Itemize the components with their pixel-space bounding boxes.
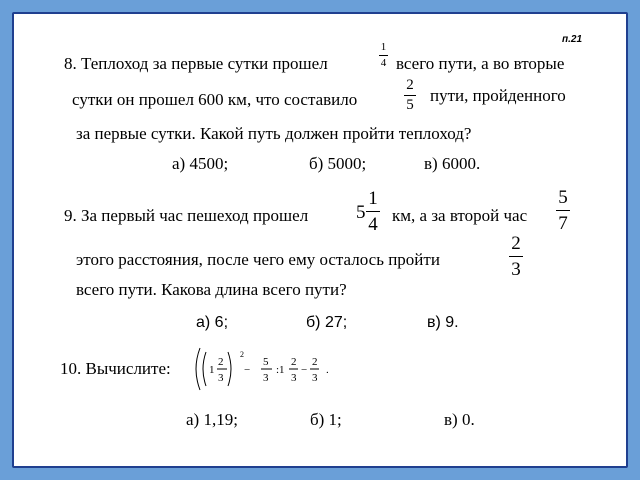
problem8-line2-start: сутки он прошел 600 км, что составило xyxy=(72,90,358,109)
expr-dot: . xyxy=(326,364,329,376)
expr-divide: :1 xyxy=(276,364,285,376)
fraction-bar xyxy=(379,55,388,56)
fraction-numerator: 2 xyxy=(511,233,521,254)
problem9-fraction-5-7 xyxy=(556,188,570,233)
problem10-answer-c: в) 0. xyxy=(444,410,475,429)
fraction-numerator: 1 xyxy=(380,41,387,53)
problem8-answer-c: в) 6000. xyxy=(424,154,481,173)
problem9-mixed-whole: 5 xyxy=(356,202,366,223)
expr-b-numerator: 5 xyxy=(263,356,269,368)
problem9-line1-start: 9. За первый час пешеход прошел xyxy=(64,206,309,225)
inner-right-paren xyxy=(228,352,231,386)
fraction-bar xyxy=(556,210,570,211)
problem9-line2: этого расстояния, после чего ему осталось пройти xyxy=(76,250,440,269)
problem10-expression xyxy=(192,346,340,392)
problem9-fraction-1-4 xyxy=(366,189,380,234)
problem8-fraction-2-5 xyxy=(404,78,416,113)
fraction-denominator: 5 xyxy=(406,97,414,113)
fraction-denominator: 7 xyxy=(558,213,568,234)
problem9-answer-b: б) 27; xyxy=(306,314,348,331)
slide xyxy=(12,12,628,468)
outer-left-paren xyxy=(196,348,200,390)
problem9-answer-a: а) 6; xyxy=(196,314,229,331)
problem10-label: 10. Вычислите: xyxy=(60,359,171,378)
problem9-fraction-2-3 xyxy=(509,234,523,279)
problem8-answer-a: а) 4500; xyxy=(172,154,229,173)
fraction-bar xyxy=(404,95,416,96)
inner-left-paren xyxy=(203,352,206,386)
problem8-line1-end: всего пути, а во вторые xyxy=(396,54,565,73)
expr-d-denominator: 3 xyxy=(312,372,318,384)
fraction-numerator: 1 xyxy=(368,188,378,209)
problem9-answer-c: в) 9. xyxy=(427,314,459,331)
problem9-line3: всего пути. Какова длина всего пути? xyxy=(76,280,347,299)
problem10-answer-a: а) 1,19; xyxy=(186,410,238,429)
expr-c-numerator: 2 xyxy=(291,356,297,368)
expr-a-whole: 1 xyxy=(209,364,215,376)
problem8-line1-start: 8. Теплоход за первые сутки прошел xyxy=(64,54,328,73)
fraction-denominator: 4 xyxy=(380,57,387,69)
problem8-line2-end: пути, пройденного xyxy=(430,86,566,105)
expr-b-denominator: 3 xyxy=(263,372,269,384)
fraction-bar xyxy=(366,211,380,212)
expr-d-numerator: 2 xyxy=(312,356,318,368)
expr-minus: − xyxy=(244,364,251,376)
expr-c-denominator: 3 xyxy=(291,372,297,384)
page-label: п.21 xyxy=(562,34,583,45)
expr-minus-2: − xyxy=(301,364,308,376)
problem9-line1-end: км, а за второй час xyxy=(392,206,528,225)
expr-exponent: 2 xyxy=(240,350,244,359)
expr-a-denominator: 3 xyxy=(218,372,224,384)
fraction-numerator: 5 xyxy=(558,187,568,208)
problem10-answer-b: б) 1; xyxy=(310,410,342,429)
fraction-denominator: 4 xyxy=(368,214,378,235)
fraction-denominator: 3 xyxy=(511,259,521,280)
problem8-fraction-1-4 xyxy=(379,42,388,69)
expr-a-numerator: 2 xyxy=(218,356,224,368)
fraction-bar xyxy=(509,256,523,257)
fraction-numerator: 2 xyxy=(406,77,414,93)
problem8-answer-b: б) 5000; xyxy=(309,154,367,173)
problem8-line3: за первые сутки. Какой путь должен пройти теплоход? xyxy=(76,124,472,143)
